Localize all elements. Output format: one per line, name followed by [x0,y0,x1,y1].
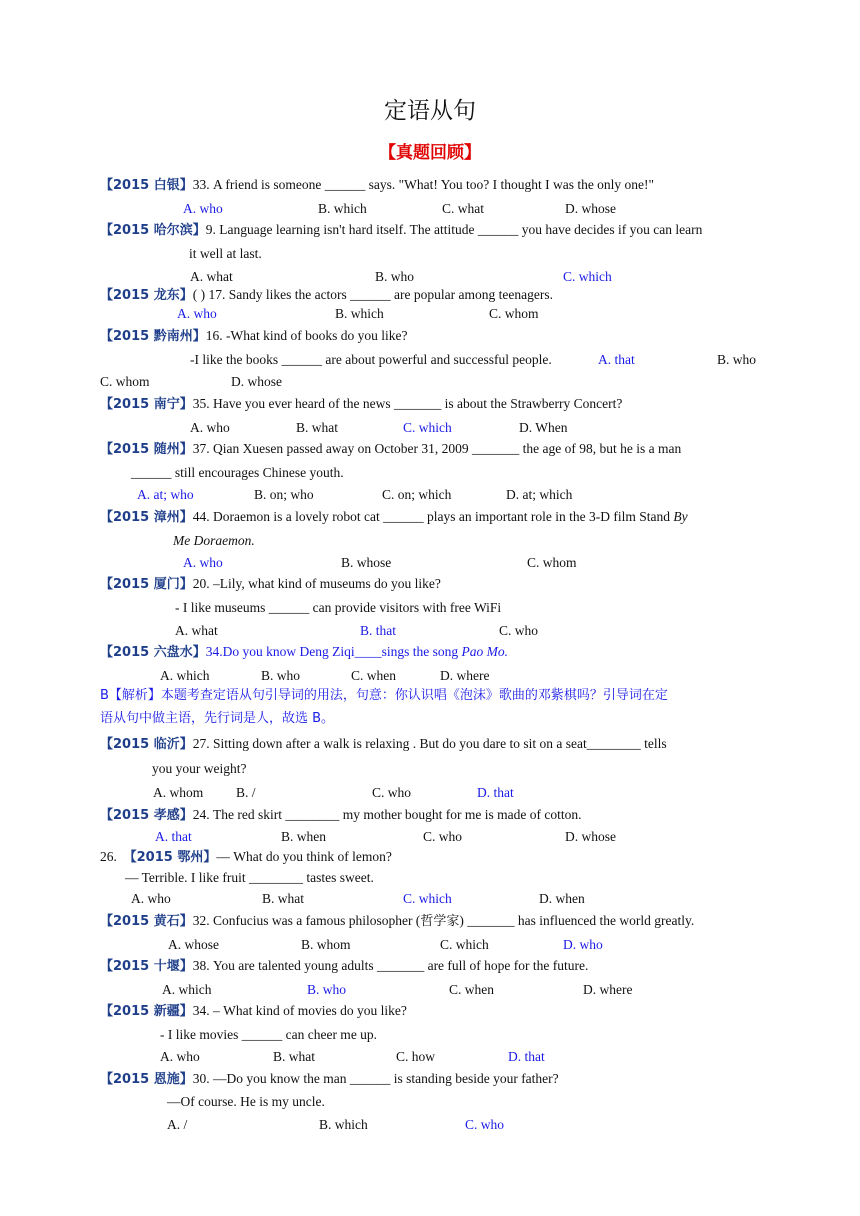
option-c: C. who [372,785,412,800]
option-a: A. that [598,352,635,367]
question-stem: 30. —Do you know the man ______ is standing beside your father? [192,1071,559,1086]
question-stem: 16. -What kind of books do you like? [205,328,408,343]
question-stem-continued: it well at last. [189,246,262,261]
option-c: C. whom [489,306,539,321]
question-8 [100,575,441,594]
source-tag: 【2015 龙东】 [100,288,193,303]
option-a: A. whom [153,785,204,800]
gloss: 哲学家 [420,914,460,929]
option-c: C. which [440,937,489,952]
option-b: B. what [262,891,304,906]
question-10 [100,735,667,754]
question-7 [100,508,688,527]
option-b: B. when [281,829,326,844]
source-tag: 【2015 恩施】 [100,1072,193,1087]
source-tag: 【2015 黔南州】 [100,329,206,344]
option-d: D. whose [565,829,616,844]
option-a: A. what [190,269,233,284]
option-a: A. who [190,420,230,435]
question-stem-continued: Me Doraemon. [173,533,255,548]
option-c: C. whom [527,555,577,570]
source-tag: 【2015 白银】 [100,178,193,193]
option-d: D. that [477,785,514,800]
question-4 [100,327,407,346]
question-stem: 34. – What kind of movies do you like? [192,1003,407,1018]
option-a: A. who [183,201,223,216]
explanation-line-2: 语从句中做主语，先行词是人，故选 B。 [100,711,335,726]
source-tag: 【2015 南宁】 [100,397,193,412]
source-tag: 【2015 临沂】 [100,737,193,752]
page-title: 定语从句 [384,98,476,124]
source-tag: 【2015 新疆】 [100,1004,193,1019]
option-c: C. which [403,891,452,906]
explanation-line-1: B【解析】本题考查定语从句引导词的用法，句意：你认识唱《泡沫》歌曲的邓紫棋吗？引导词在定 [100,688,668,703]
question-6 [100,440,681,459]
option-b: B. which [319,1117,368,1132]
option-c: C. what [442,201,484,216]
option-a: A. who [177,306,217,321]
option-b: B. who [307,982,347,997]
question-stem: 20. –Lily, what kind of museums do you like? [192,576,441,591]
option-d: D. who [563,937,603,952]
question-9 [100,643,508,662]
question-stem: 33. A friend is someone ______ says. "What! You too? I thought I was the only one!" [192,177,655,192]
option-d: D. that [508,1049,545,1064]
question-stem: 35. Have you ever heard of the news _______ is about the Strawberry Concert? [192,396,623,411]
question-stem-continued: ______ still encourages Chinese youth. [131,465,344,480]
option-d: D. When [519,420,568,435]
section-heading: 【真题回顾】 [379,143,481,163]
option-b: B. / [236,785,256,800]
option-d: D. at; which [506,487,573,502]
option-b: B. who [375,269,415,284]
question-stem: 24. The red skirt ________ my mother bought for me is made of cotton. [192,807,582,822]
question-stem-continued: — Terrible. I like fruit ________ tastes sweet. [125,870,374,885]
question-stem: 34.Do you know Deng Ziqi____sings the song [205,644,459,659]
option-c: C. when [449,982,494,997]
option-c: C. how [396,1049,436,1064]
source-tag: 【2015 随州】 [100,442,193,457]
option-a: A. who [160,1049,200,1064]
option-a: A. who [183,555,223,570]
question-number: 26. [100,849,117,864]
song-title: Pao Mo. [461,644,508,659]
question-15 [100,1002,407,1021]
question-stem-continued: —Of course. He is my uncle. [167,1094,325,1109]
question-stem: 27. Sitting down after a walk is relaxing . But do you dare to sit on a seat________ tells [192,736,667,751]
question-16 [100,1070,559,1089]
option-a: A. at; who [137,487,194,502]
question-2 [100,221,702,240]
question-stem: 38. You are talented young adults _______ are full of hope for the future. [192,958,589,973]
source-tag: 【2015 漳州】 [100,510,193,525]
option-b: B. whom [301,937,351,952]
option-b: B. which [318,201,367,216]
option-c: C. who [465,1117,505,1132]
question-stem: — What do you think of lemon? [216,849,392,864]
source-tag: 【2015 十堰】 [100,959,193,974]
option-a: A. which [162,982,212,997]
question-stem: 37. Qian Xuesen passed away on October 31, 2009 _______ the age of 98, but he is a man [192,441,682,456]
question-stem-continued: - I like museums ______ can provide visitors with free WiFi [175,600,502,615]
question-5 [100,395,622,414]
question-3 [100,286,553,305]
question-12 [100,848,392,867]
option-b: B. on; who [254,487,314,502]
option-d: D. when [539,891,585,906]
option-d: D. whose [565,201,616,216]
question-stem: 32. Confucius was a famous philosopher ( [192,913,421,928]
option-b: B. what [296,420,338,435]
option-a: A. what [175,623,218,638]
question-14 [100,957,588,976]
option-c: C. whom [100,374,150,389]
question-stem-continued: - I like movies ______ can cheer me up. [160,1027,378,1042]
option-b: B. which [335,306,384,321]
question-11 [100,806,582,825]
option-a: A. who [131,891,171,906]
question-1 [100,176,654,195]
question-stem-continued: -I like the books ______ are about powerful and successful people. [190,352,552,367]
option-c: C. which [563,269,612,284]
film-title-part: By [673,509,688,524]
question-stem-continued: you your weight? [152,761,247,776]
option-b: B. who [717,352,757,367]
question-stem: 9. Language learning isn't hard itself. The attitude ______ you have decides if you can learn [205,222,703,237]
option-a: A. / [167,1117,188,1132]
source-tag: 【2015 哈尔滨】 [100,223,206,238]
option-c: C. when [351,668,396,683]
option-b: B. that [360,623,396,638]
option-a: A. which [160,668,210,683]
option-d: D. where [440,668,490,683]
option-c: C. which [403,420,452,435]
source-tag: 【2015 鄂州】 [123,850,217,865]
option-c: C. who [423,829,463,844]
option-b: B. whose [341,555,392,570]
option-b: B. what [273,1049,315,1064]
option-c: C. on; which [382,487,452,502]
option-a: A. whose [168,937,219,952]
question-stem: 44. Doraemon is a lovely robot cat ______ plays an important role in the 3-D film Stand [192,509,670,524]
source-tag: 【2015 孝感】 [100,808,193,823]
option-a: A. that [155,829,192,844]
option-c: C. who [499,623,539,638]
question-13 [100,912,694,931]
question-stem: ( ) 17. Sandy likes the actors ______ are popular among teenagers. [192,287,553,302]
source-tag: 【2015 六盘水】 [100,645,206,660]
option-d: D. whose [231,374,282,389]
option-b: B. who [261,668,301,683]
option-d: D. where [583,982,633,997]
question-stem-end: ) _______ has influenced the world greatly. [459,913,695,928]
source-tag: 【2015 厦门】 [100,577,193,592]
source-tag: 【2015 黄石】 [100,914,193,929]
